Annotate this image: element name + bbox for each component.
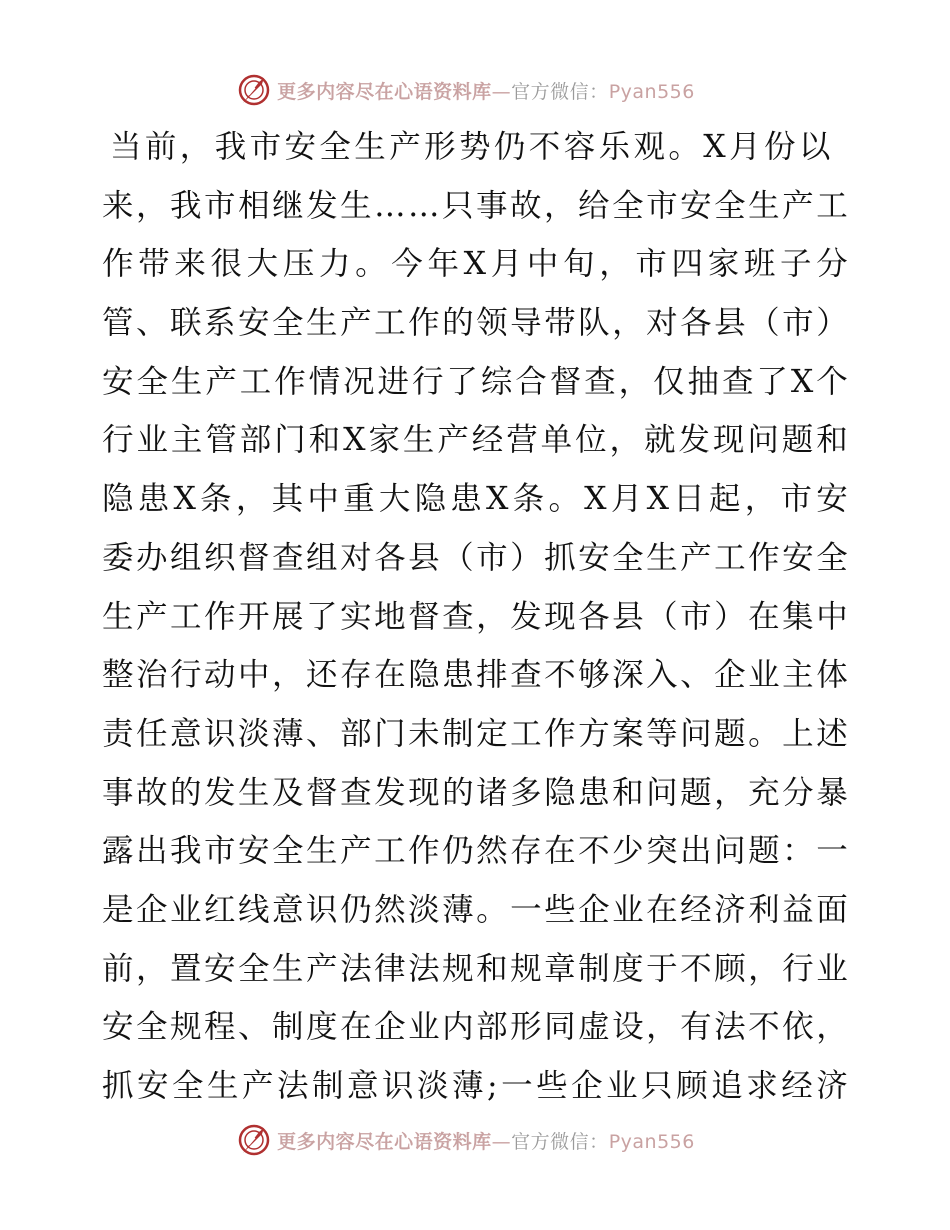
body-line: 管、联系安全生产工作的领导带队，对各县（市） <box>102 305 850 342</box>
body-line: 生产工作开展了实地督查，发现各县（市）在集中 <box>102 598 850 635</box>
body-line: 抓安全生产法制意识淡薄;一些企业只顾追求经济 <box>102 1068 850 1104</box>
watermark-text <box>277 77 695 104</box>
body-line: 前，置安全生产法律法规和规章制度于不顾，行业 <box>102 950 850 987</box>
body-line: 责任意识淡薄、部门未制定工作方案等问题。上述 <box>102 715 850 752</box>
body-line: 委办组织督查组对各县（市）抓安全生产工作安全 <box>102 539 850 576</box>
watermark-text <box>277 1127 695 1154</box>
watermark-wechat-id: Pyan556 <box>608 1130 695 1153</box>
body-line: 行业主管部门和X家生产经营单位，就发现问题和 <box>102 422 850 459</box>
watermark-wechat-id: Pyan556 <box>608 80 695 103</box>
body-line: 事故的发生及督查发现的诸多隐患和问题，充分暴 <box>102 774 850 811</box>
watermark-brand: 更多内容尽在心语资料库 <box>277 80 492 103</box>
body-line: 来，我市相继发生……只事故，给全市安全生产工 <box>102 187 850 224</box>
watermark-official-label: 官方微信： <box>511 1130 609 1153</box>
footer-watermark <box>0 1120 950 1160</box>
header-watermark <box>0 70 950 110</box>
body-line: 安全规程、制度在企业内部形同虚设，有法不依， <box>102 1009 850 1046</box>
quill-logo-icon <box>237 73 271 107</box>
watermark-dash: — <box>491 80 512 103</box>
body-line: 当前，我市安全生产形势仍不容乐观。X月份以 <box>110 129 834 165</box>
body-line: 露出我市安全生产工作仍然存在不少突出问题：一 <box>102 833 850 870</box>
body-line: 安全生产工作情况进行了综合督查，仅抽查了X个 <box>102 363 850 400</box>
body-line: 作带来很大压力。今年X月中旬，市四家班子分 <box>102 246 850 283</box>
body-line: 隐患X条，其中重大隐患X条。X月X日起，市安 <box>102 481 850 518</box>
watermark-brand: 更多内容尽在心语资料库 <box>277 1130 492 1153</box>
watermark-dash: — <box>491 1130 512 1153</box>
body-line: 整治行动中，还存在隐患排查不够深入、企业主体 <box>102 657 850 694</box>
watermark-official-label: 官方微信： <box>511 80 609 103</box>
document-body <box>102 118 850 1116</box>
quill-logo-icon <box>237 1123 271 1157</box>
body-line: 是企业红线意识仍然淡薄。一些企业在经济利益面 <box>102 891 850 928</box>
